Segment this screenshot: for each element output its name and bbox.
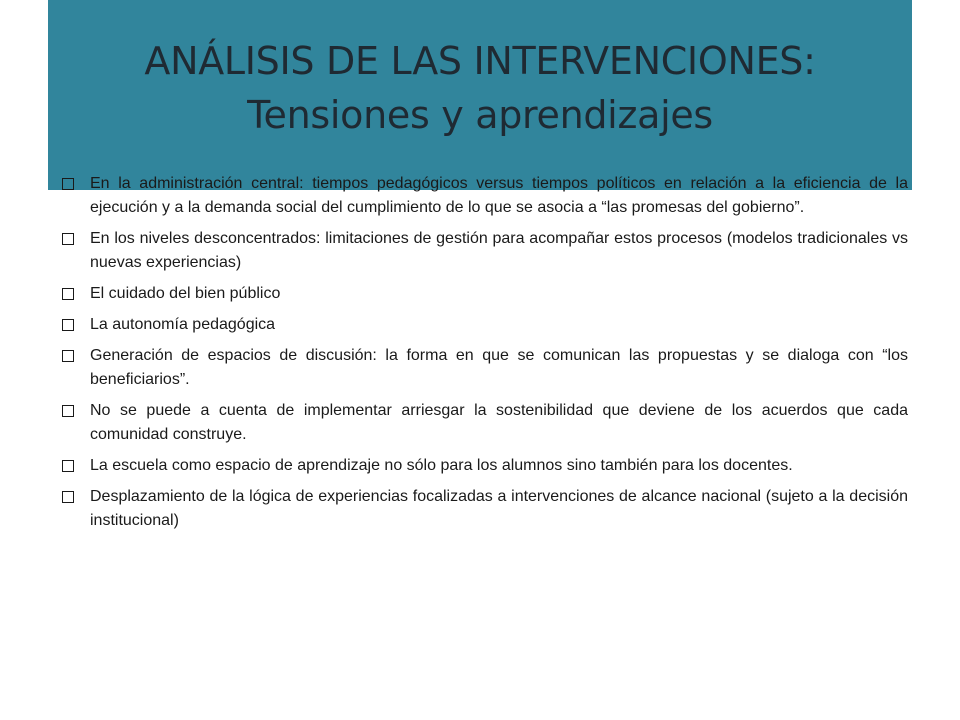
empty-square-icon [62, 319, 74, 331]
bullet-text: Generación de espacios de discusión: la forma en que se comunican las propuestas y se dialoga con “los beneficiarios”. [90, 347, 908, 388]
bullet-item [62, 282, 908, 306]
bullet-text: La escuela como espacio de aprendizaje no sólo para los alumnos sino también para los docentes. [90, 457, 793, 474]
bullet-text: La autonomía pedagógica [90, 316, 276, 333]
bullet-item [62, 227, 908, 275]
bullet-text: No se puede a cuenta de implementar arriesgar la sostenibilidad que deviene de los acuerdos que cada comunidad construye. [90, 402, 908, 443]
bullet-text: El cuidado del bien público [90, 285, 281, 302]
empty-square-icon [62, 233, 74, 245]
bullet-text: Desplazamiento de la lógica de experiencias focalizadas a intervenciones de alcance nacional (sujeto a la decisión institucional) [90, 488, 908, 529]
bullet-item [62, 344, 908, 392]
bullet-item [62, 313, 908, 337]
bullet-text: En la administración central: tiempos pedagógicos versus tiempos políticos en relación a la eficiencia de la ejecución y a la demanda social del cumplimiento de lo que se asocia a “las promesas del gobierno”. [90, 175, 908, 216]
empty-square-icon [62, 405, 74, 417]
bullet-list [62, 172, 908, 540]
empty-square-icon [62, 350, 74, 362]
bullet-item [62, 454, 908, 478]
empty-square-icon [62, 460, 74, 472]
empty-square-icon [62, 288, 74, 300]
empty-square-icon [62, 178, 74, 190]
bullet-item [62, 172, 908, 220]
bullet-item [62, 485, 908, 533]
bullet-text: En los niveles desconcentrados: limitaciones de gestión para acompañar estos procesos (modelos tradicionales vs nuevas experiencias) [90, 230, 908, 271]
slide-title-line-1: ANÁLISIS DE LAS INTERVENCIONES: [144, 39, 816, 83]
slide-title-line-2: Tensiones y aprendizajes [247, 93, 713, 137]
empty-square-icon [62, 491, 74, 503]
slide-title [48, 34, 912, 142]
bullet-item [62, 399, 908, 447]
